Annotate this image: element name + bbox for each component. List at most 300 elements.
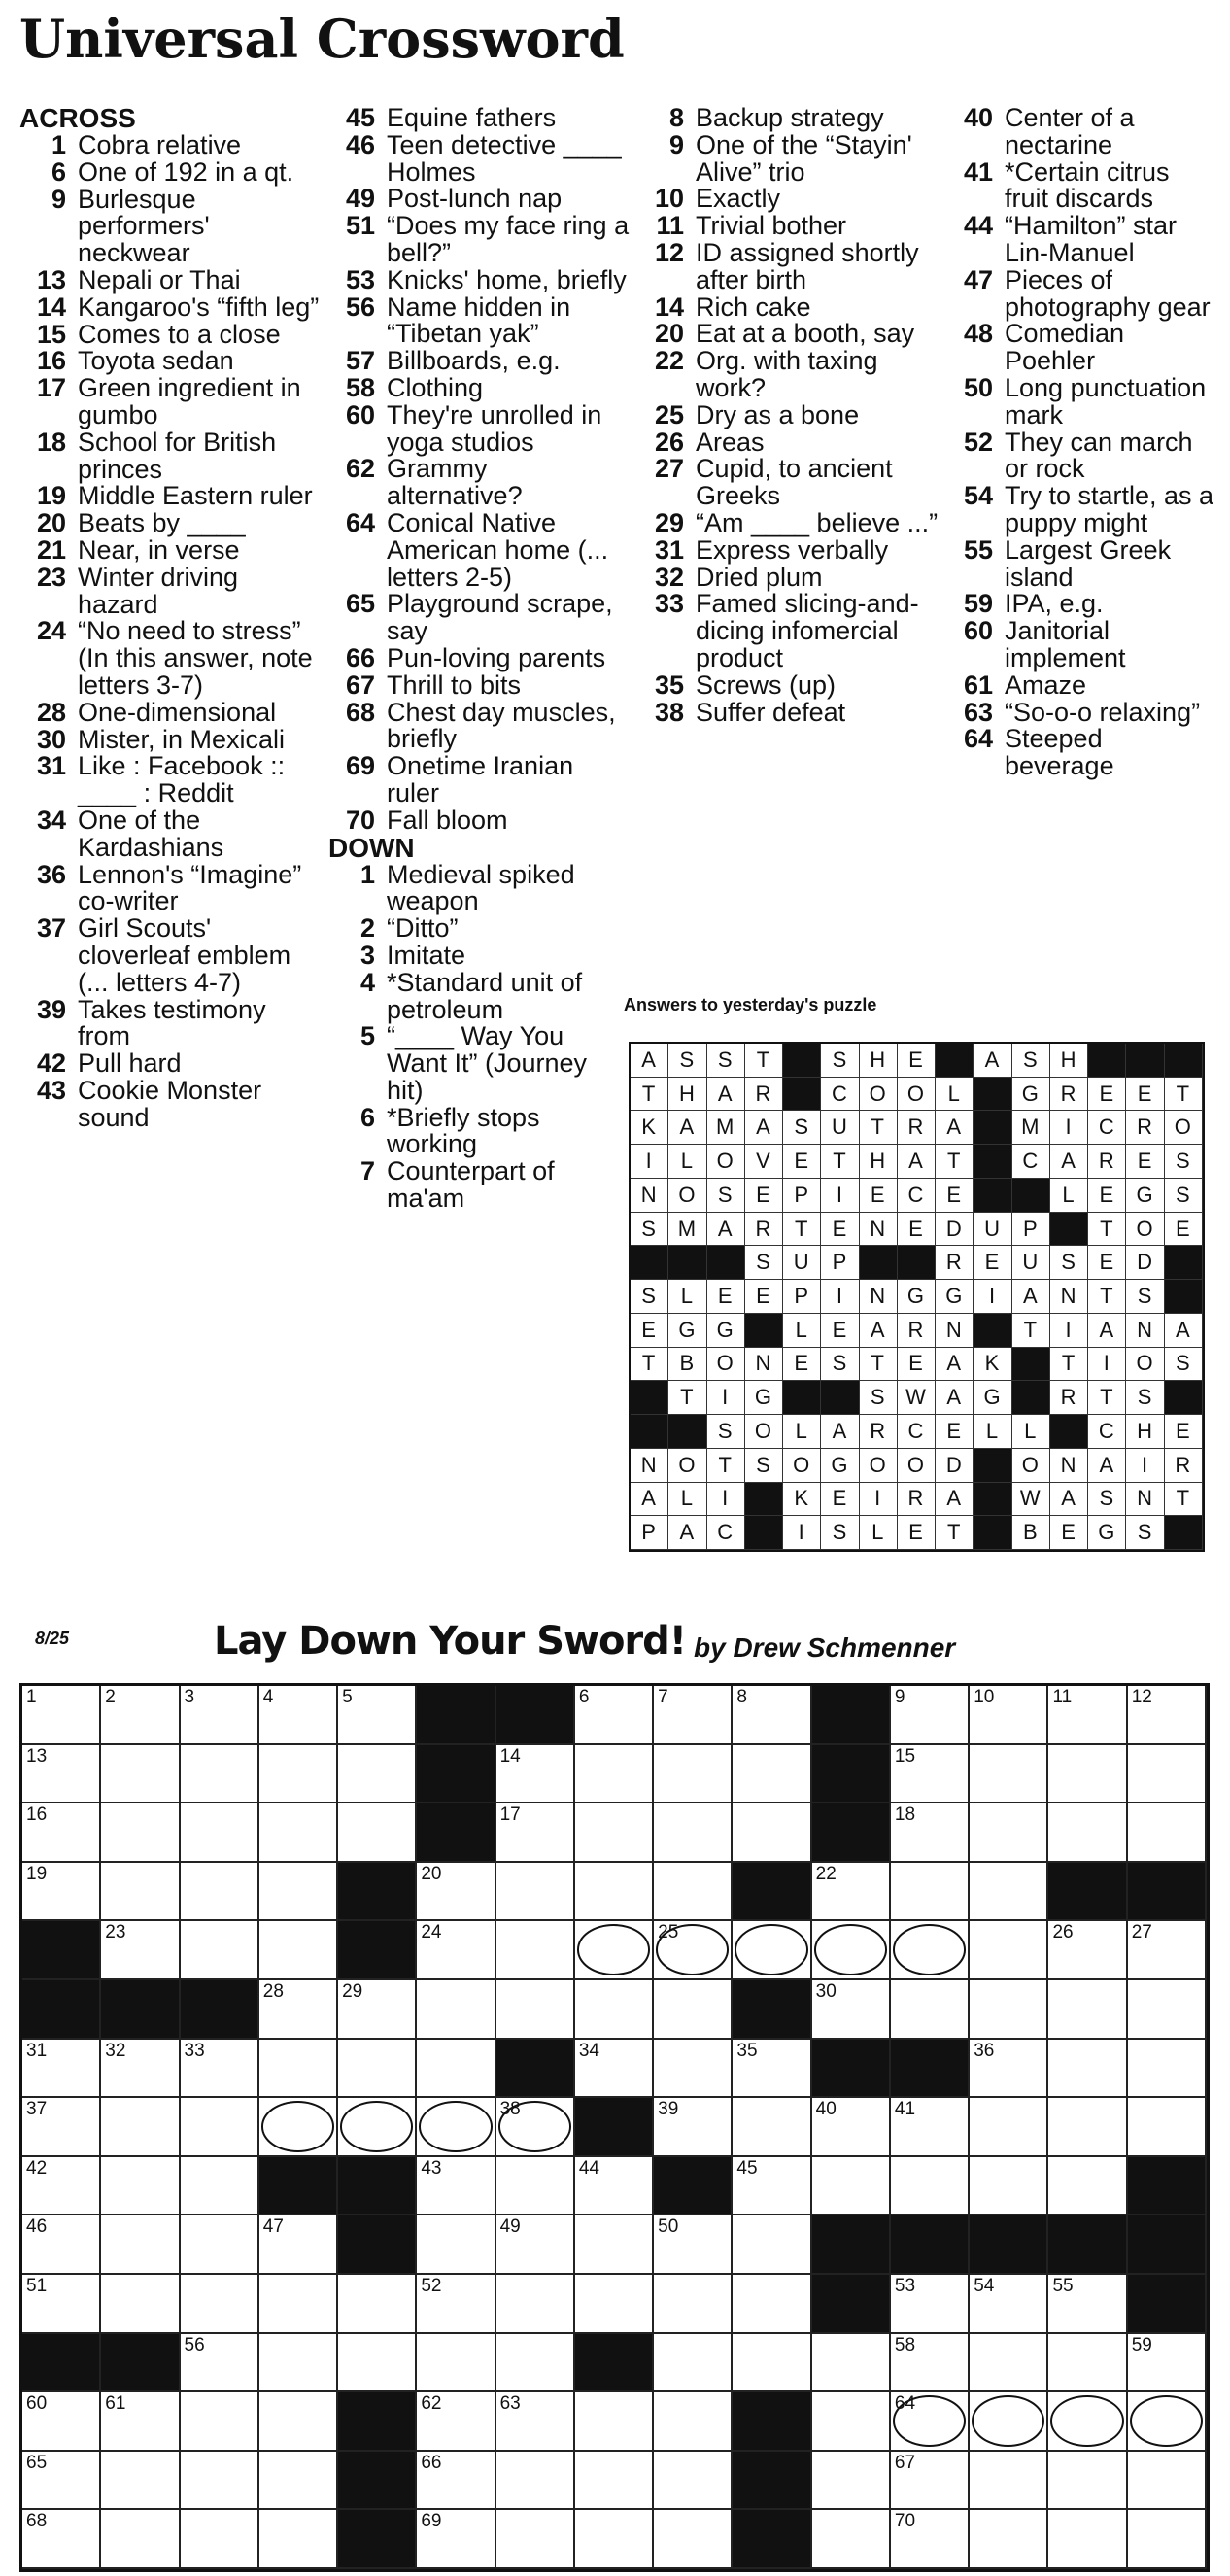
grid-cell[interactable]	[259, 2040, 338, 2099]
grid-cell[interactable]	[575, 2157, 654, 2216]
grid-cell[interactable]	[1128, 1803, 1207, 1863]
clue-item[interactable]	[946, 483, 1218, 537]
grid-cell[interactable]	[22, 2215, 101, 2275]
clue-item[interactable]	[946, 372, 1218, 429]
grid-cell[interactable]	[22, 1803, 101, 1863]
grid-cell[interactable]	[654, 1980, 733, 2040]
circle-mark	[735, 1924, 807, 1975]
grid-cell[interactable]	[181, 2098, 259, 2157]
grid-cell[interactable]	[181, 1745, 259, 1804]
clue-item[interactable]	[946, 697, 1218, 727]
grid-cell[interactable]	[733, 2215, 811, 2275]
clue-item[interactable]	[19, 184, 321, 268]
grid-cell[interactable]	[575, 2275, 654, 2334]
grid-cell[interactable]	[891, 2392, 970, 2452]
grid-cell[interactable]	[1128, 1921, 1207, 1980]
grid-cell[interactable]	[22, 1686, 101, 1745]
grid-cell[interactable]	[654, 2040, 733, 2099]
clue-item[interactable]	[637, 237, 939, 294]
grid-cell[interactable]	[101, 2157, 180, 2216]
clue-item[interactable]	[19, 319, 321, 349]
grid-cell[interactable]	[970, 1686, 1048, 1745]
grid-cell[interactable]	[1128, 2452, 1207, 2511]
grid-cell[interactable]	[1048, 2392, 1127, 2452]
grid-cell[interactable]	[417, 2098, 495, 2157]
clue-number: 62	[345, 454, 375, 484]
grid-cell[interactable]	[101, 2215, 180, 2275]
grid-cell[interactable]	[654, 1921, 733, 1980]
clue-item[interactable]	[19, 859, 321, 916]
grid-cell[interactable]	[1048, 1745, 1127, 1804]
answer-black-square	[783, 1381, 821, 1415]
grid-cell[interactable]	[417, 1921, 495, 1980]
grid-cell[interactable]	[654, 2510, 733, 2569]
grid-cell[interactable]	[891, 2510, 970, 2569]
grid-cell[interactable]	[1048, 1980, 1127, 2040]
grid-cell[interactable]	[891, 1921, 970, 1980]
grid-cell[interactable]	[496, 2452, 575, 2511]
clue-item[interactable]	[19, 348, 321, 375]
grid-cell[interactable]	[891, 2334, 970, 2393]
grid-cell[interactable]	[181, 2392, 259, 2452]
clue-item[interactable]	[19, 483, 321, 510]
clue-item[interactable]	[946, 672, 1218, 700]
grid-cell[interactable]	[970, 2275, 1048, 2334]
grid-cell[interactable]	[1128, 2040, 1207, 2099]
grid-cell[interactable]	[417, 2510, 495, 2569]
clue-column	[637, 105, 939, 726]
grid-cell[interactable]	[970, 2510, 1048, 2569]
grid-cell[interactable]	[1128, 2510, 1207, 2569]
clue-item[interactable]	[637, 105, 939, 132]
grid-cell[interactable]	[1048, 2275, 1127, 2334]
clue-text: Clothing	[387, 372, 484, 402]
grid-cell[interactable]	[22, 1745, 101, 1804]
clue-item[interactable]	[637, 294, 939, 322]
grid-cell[interactable]	[181, 2275, 259, 2334]
clue-item[interactable]	[19, 429, 321, 484]
clue-number: 41	[963, 156, 993, 187]
grid-cell[interactable]	[181, 1803, 259, 1863]
clue-item[interactable]	[19, 1075, 321, 1132]
grid-cell[interactable]	[733, 1686, 811, 1745]
clue-item[interactable]	[946, 726, 1218, 780]
grid-cell[interactable]	[417, 1980, 495, 2040]
grid-cell[interactable]	[259, 1921, 338, 1980]
clue-item[interactable]	[328, 507, 630, 592]
clue-item[interactable]	[946, 618, 1218, 672]
grid-cell[interactable]	[338, 1803, 417, 1863]
grid-cell[interactable]	[812, 2392, 891, 2452]
clue-item[interactable]	[19, 697, 321, 727]
grid-cell[interactable]	[259, 2098, 338, 2157]
grid-cell[interactable]	[1128, 2098, 1207, 2157]
grid-cell[interactable]	[733, 1921, 811, 1980]
grid-cell[interactable]	[338, 1980, 417, 2040]
grid-cell[interactable]	[575, 2215, 654, 2275]
grid-cell[interactable]	[891, 1803, 970, 1863]
grid-cell[interactable]	[654, 2452, 733, 2511]
grid-cell[interactable]	[259, 2275, 338, 2334]
clue-item[interactable]	[328, 264, 630, 294]
answer-letter: I	[707, 1483, 745, 1517]
grid-cell[interactable]	[181, 2215, 259, 2275]
grid-cell[interactable]	[259, 2510, 338, 2569]
clue-item[interactable]	[328, 186, 630, 213]
grid-cell[interactable]	[575, 2040, 654, 2099]
clue-item[interactable]	[328, 967, 630, 1024]
clue-item[interactable]	[328, 1023, 630, 1104]
grid-cell[interactable]	[891, 1745, 970, 1804]
grid-cell[interactable]	[654, 2334, 733, 2393]
grid-cell[interactable]	[575, 2392, 654, 2452]
grid-cell[interactable]	[101, 1803, 180, 1863]
grid-cell[interactable]	[891, 2098, 970, 2157]
grid-cell[interactable]	[575, 1803, 654, 1863]
grid-cell[interactable]	[1048, 2040, 1127, 2099]
clue-item[interactable]	[637, 399, 939, 429]
clue-item[interactable]	[328, 940, 630, 970]
grid-cell[interactable]	[259, 1686, 338, 1745]
grid-cell[interactable]	[891, 1863, 970, 1922]
grid-cell[interactable]	[1048, 2098, 1127, 2157]
grid-cell[interactable]	[812, 2452, 891, 2511]
answer-letter: E	[1088, 1179, 1126, 1213]
clue-item[interactable]	[328, 456, 630, 510]
clue-item[interactable]	[328, 372, 630, 402]
grid-cell[interactable]	[338, 1686, 417, 1745]
clue-item[interactable]	[637, 534, 939, 565]
clue-item[interactable]	[946, 156, 1218, 214]
grid-cell[interactable]	[1128, 1745, 1207, 1804]
answer-letter: R	[860, 1415, 898, 1449]
grid-cell[interactable]	[259, 2215, 338, 2275]
grid-cell[interactable]	[101, 2452, 180, 2511]
grid-cell[interactable]	[259, 1745, 338, 1804]
clue-item[interactable]	[946, 534, 1218, 592]
answer-black-square	[974, 1516, 1011, 1550]
clue-item[interactable]	[328, 213, 630, 267]
grid-cell[interactable]	[417, 2157, 495, 2216]
grid-cell[interactable]	[812, 1980, 891, 2040]
clue-item[interactable]	[637, 562, 939, 592]
grid-cell[interactable]	[812, 1863, 891, 1922]
clue-item[interactable]	[637, 456, 939, 510]
grid-cell[interactable]	[181, 1863, 259, 1922]
grid-cell[interactable]	[496, 2215, 575, 2275]
clue-item[interactable]	[637, 321, 939, 348]
grid-cell[interactable]	[496, 2275, 575, 2334]
grid-cell[interactable]	[181, 2040, 259, 2099]
grid-cell[interactable]	[22, 1863, 101, 1922]
grid-cell[interactable]	[22, 2040, 101, 2099]
clue-text: One of the Kardashians	[78, 805, 224, 862]
grid-cell[interactable]	[970, 1921, 1048, 1980]
grid-cell[interactable]	[101, 2040, 180, 2099]
grid-cell[interactable]	[22, 2510, 101, 2569]
grid-cell[interactable]	[575, 1980, 654, 2040]
grid-cell[interactable]	[970, 1803, 1048, 1863]
cell-number: 24	[421, 1922, 442, 1943]
clue-item[interactable]	[946, 321, 1218, 375]
clue-item[interactable]	[328, 642, 630, 672]
grid-cell[interactable]	[338, 2275, 417, 2334]
clue-item[interactable]	[946, 213, 1218, 267]
grid-cell[interactable]	[496, 1803, 575, 1863]
grid-cell[interactable]	[575, 1863, 654, 1922]
clue-text: IPA, e.g.	[1005, 589, 1104, 619]
grid-cell[interactable]	[338, 2040, 417, 2099]
clue-item[interactable]	[946, 591, 1218, 618]
grid-cell[interactable]	[417, 2392, 495, 2452]
grid-cell[interactable]	[733, 1745, 811, 1804]
grid-cell[interactable]	[970, 2452, 1048, 2511]
clue-number: 58	[345, 372, 375, 402]
grid-cell[interactable]	[101, 2098, 180, 2157]
answer-letter: I	[860, 1483, 898, 1517]
grid-cell[interactable]	[417, 2215, 495, 2275]
clue-item[interactable]	[637, 507, 939, 537]
grid-cell[interactable]	[1048, 2157, 1127, 2216]
answer-letter: E	[783, 1145, 821, 1179]
grid-cell[interactable]	[181, 1686, 259, 1745]
grid-cell[interactable]	[101, 2510, 180, 2569]
answer-letter: O	[1126, 1348, 1164, 1382]
clue-item[interactable]	[19, 294, 321, 322]
clue-item[interactable]	[328, 129, 630, 187]
grid-cell[interactable]	[181, 2157, 259, 2216]
answer-letter: A	[1050, 1145, 1088, 1179]
clue-item[interactable]	[19, 724, 321, 754]
grid-cell[interactable]	[1128, 1980, 1207, 2040]
clue-item[interactable]	[637, 129, 939, 187]
grid-cell[interactable]	[417, 2275, 495, 2334]
clue-text: Express verbally	[696, 534, 889, 565]
grid-cell[interactable]	[22, 2275, 101, 2334]
grid-cell[interactable]	[654, 1803, 733, 1863]
grid-cell[interactable]	[891, 2275, 970, 2334]
clue-item[interactable]	[637, 429, 939, 457]
grid-cell[interactable]	[970, 2157, 1048, 2216]
clue-item[interactable]	[328, 1158, 630, 1213]
grid-cell[interactable]	[496, 2334, 575, 2393]
grid-cell[interactable]	[654, 1686, 733, 1745]
grid-cell[interactable]	[259, 2392, 338, 2452]
grid-cell[interactable]	[575, 1686, 654, 1745]
clue-item[interactable]	[19, 156, 321, 187]
grid-cell[interactable]	[812, 1921, 891, 1980]
grid-cell[interactable]	[575, 2452, 654, 2511]
clue-item[interactable]	[19, 510, 321, 537]
grid-cell[interactable]	[181, 1921, 259, 1980]
grid-cell[interactable]	[970, 2392, 1048, 2452]
answer-letter: E	[631, 1314, 668, 1348]
clue-text: Comedian Poehler	[1005, 319, 1125, 376]
clue-item[interactable]	[328, 859, 630, 916]
grid-cell[interactable]	[654, 2215, 733, 2275]
grid-cell[interactable]	[891, 1686, 970, 1745]
clue-item[interactable]	[328, 1102, 630, 1159]
grid-cell[interactable]	[22, 2392, 101, 2452]
grid-cell[interactable]	[1128, 1686, 1207, 1745]
clue-item[interactable]	[328, 807, 630, 835]
answer-black-square	[668, 1246, 706, 1280]
grid-cell[interactable]	[338, 2098, 417, 2157]
grid-cell[interactable]	[1128, 2392, 1207, 2452]
clue-text: Equine fathers	[387, 103, 557, 132]
clue-item[interactable]	[328, 591, 630, 645]
grid-cell[interactable]	[575, 1921, 654, 1980]
grid-cell[interactable]	[101, 1686, 180, 1745]
grid-cell[interactable]	[22, 2157, 101, 2216]
grid-cell[interactable]	[1048, 1803, 1127, 1863]
cell-number: 1	[26, 1687, 37, 1707]
clue-item[interactable]	[637, 591, 939, 671]
grid-cell[interactable]	[812, 2098, 891, 2157]
clue-item[interactable]	[328, 348, 630, 375]
clue-item[interactable]	[328, 753, 630, 807]
grid-cell[interactable]	[733, 2040, 811, 2099]
grid-cell[interactable]	[970, 2040, 1048, 2099]
grid-cell[interactable]	[338, 1745, 417, 1804]
grid-cell[interactable]	[654, 1745, 733, 1804]
circle-mark	[1130, 2395, 1203, 2447]
clue-item[interactable]	[19, 807, 321, 862]
grid-cell[interactable]	[575, 2510, 654, 2569]
grid-cell[interactable]	[417, 2040, 495, 2099]
clue-item[interactable]	[19, 264, 321, 294]
grid-cell[interactable]	[970, 1745, 1048, 1804]
grid-cell[interactable]	[654, 2392, 733, 2452]
grid-cell[interactable]	[812, 2510, 891, 2569]
grid-cell[interactable]	[496, 2510, 575, 2569]
grid-cell[interactable]	[259, 1803, 338, 1863]
clue-item[interactable]	[328, 105, 630, 132]
grid-cell[interactable]	[891, 2157, 970, 2216]
cell-number: 16	[26, 1804, 48, 1826]
grid-cell[interactable]	[101, 1863, 180, 1922]
grid-cell[interactable]	[259, 1863, 338, 1922]
grid-cell[interactable]	[575, 1745, 654, 1804]
answer-letter: P	[783, 1179, 821, 1213]
clue-item[interactable]	[19, 618, 321, 699]
grid-cell[interactable]	[338, 2334, 417, 2393]
grid-cell[interactable]	[259, 1980, 338, 2040]
clue-item[interactable]	[637, 213, 939, 240]
clue-item[interactable]	[19, 132, 321, 159]
grid-cell[interactable]	[496, 2157, 575, 2216]
grid-cell[interactable]	[496, 2098, 575, 2157]
grid-cell[interactable]	[496, 1863, 575, 1922]
grid-cell[interactable]	[733, 1803, 811, 1863]
clue-item[interactable]	[19, 994, 321, 1051]
grid-cell[interactable]	[259, 2334, 338, 2393]
grid-cell[interactable]	[181, 2334, 259, 2393]
grid-cell[interactable]	[1128, 2334, 1207, 2393]
clue-item[interactable]	[946, 105, 1218, 159]
clue-number: 57	[345, 346, 375, 376]
answer-black-square	[1088, 1044, 1126, 1078]
grid-cell[interactable]	[1048, 2510, 1127, 2569]
grid-cell[interactable]	[891, 2452, 970, 2511]
grid-cell[interactable]	[812, 2157, 891, 2216]
grid-cell[interactable]	[101, 1921, 180, 1980]
answer-letter: G	[821, 1449, 859, 1483]
grid-cell[interactable]	[496, 1921, 575, 1980]
grid-cell[interactable]	[101, 2275, 180, 2334]
clue-item[interactable]	[637, 186, 939, 213]
grid-cell[interactable]	[970, 2098, 1048, 2157]
grid-cell[interactable]	[181, 2510, 259, 2569]
grid-cell[interactable]	[891, 1980, 970, 2040]
grid-cell[interactable]	[496, 2392, 575, 2452]
answer-letter: I	[821, 1179, 859, 1213]
circle-mark	[261, 2101, 334, 2152]
grid-cell[interactable]	[1048, 1921, 1127, 1980]
cell-number: 69	[421, 2511, 442, 2532]
grid-cell[interactable]	[733, 2275, 811, 2334]
grid-cell[interactable]	[417, 2334, 495, 2393]
clue-item[interactable]	[19, 375, 321, 429]
grid-cell[interactable]	[496, 1980, 575, 2040]
clue-item[interactable]	[328, 294, 630, 349]
grid-cell[interactable]	[181, 2452, 259, 2511]
clue-text: Beats by ____	[78, 508, 246, 538]
grid-cell[interactable]	[101, 1745, 180, 1804]
clue-item[interactable]	[19, 534, 321, 565]
answer-letter: I	[1088, 1348, 1126, 1382]
grid-cell[interactable]	[417, 2452, 495, 2511]
clue-item[interactable]	[19, 753, 321, 807]
clue-item[interactable]	[19, 1050, 321, 1078]
clue-item[interactable]	[328, 399, 630, 457]
grid-cell[interactable]	[1048, 2452, 1127, 2511]
clue-item[interactable]	[637, 672, 939, 700]
grid-cell[interactable]	[259, 2452, 338, 2511]
clue-item[interactable]	[946, 429, 1218, 484]
grid-cell[interactable]	[733, 2098, 811, 2157]
grid-cell[interactable]	[22, 2098, 101, 2157]
clue-item[interactable]	[19, 915, 321, 996]
grid-cell[interactable]	[654, 2275, 733, 2334]
grid-cell[interactable]	[812, 2334, 891, 2393]
grid-cell[interactable]	[970, 2334, 1048, 2393]
clue-item[interactable]	[328, 697, 630, 754]
grid-cell[interactable]	[733, 2157, 811, 2216]
clue-item[interactable]	[19, 562, 321, 619]
grid-cell[interactable]	[417, 1863, 495, 1922]
cell-number: 32	[105, 2040, 126, 2061]
black-square	[338, 2215, 417, 2275]
clue-item[interactable]	[637, 697, 939, 727]
clue-item[interactable]	[328, 672, 630, 700]
grid-cell[interactable]	[970, 1980, 1048, 2040]
crossword-grid[interactable]	[19, 1683, 1210, 2572]
clue-item[interactable]	[946, 264, 1218, 322]
grid-cell[interactable]	[654, 2098, 733, 2157]
grid-cell[interactable]	[22, 2452, 101, 2511]
grid-cell[interactable]	[654, 1863, 733, 1922]
clue-item[interactable]	[637, 348, 939, 402]
grid-cell[interactable]	[1048, 2334, 1127, 2393]
grid-cell[interactable]	[496, 1745, 575, 1804]
clue-item[interactable]	[328, 915, 630, 943]
answer-letter: U	[974, 1213, 1011, 1247]
grid-cell[interactable]	[970, 1863, 1048, 1922]
grid-cell[interactable]	[733, 2334, 811, 2393]
grid-cell[interactable]	[101, 2392, 180, 2452]
grid-cell[interactable]	[1048, 1686, 1127, 1745]
